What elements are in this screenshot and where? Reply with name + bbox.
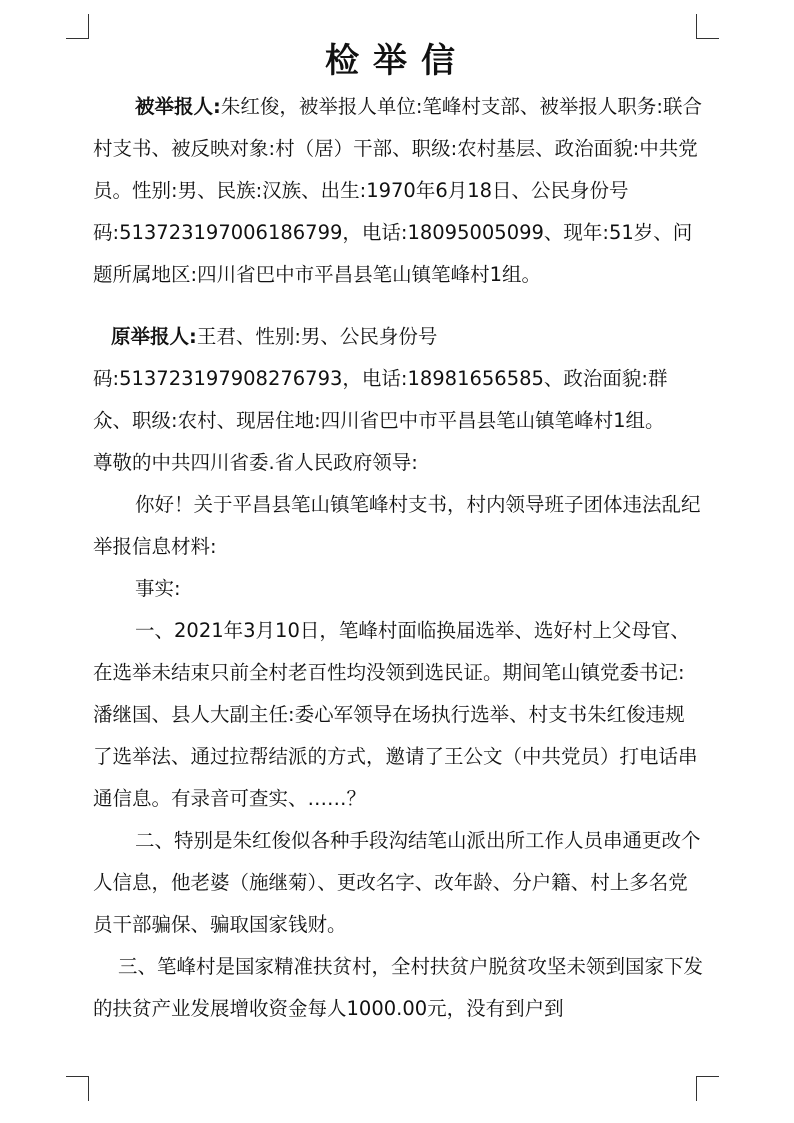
- facts-heading: 事实:: [135, 577, 181, 600]
- crop-mark-bottom-left: [66, 1076, 89, 1101]
- reporter-label: 原举报人:: [111, 325, 197, 348]
- fact-point-2: 二、特别是朱红俊似各种手段沟结笔山派出所工作人员串通更改个人信息，他老婆（施继菊）、更改名字、改年龄、分户籍、村上多名党员干部骗保、骗取国家钱财。: [93, 829, 701, 936]
- salutation: 尊敬的中共四川省委.省人民政府领导:: [93, 451, 418, 474]
- greeting-paragraph: 你好！关于平昌县笔山镇笔峰村支书，村内领导班子团体违法乱纪举报信息材料:: [93, 493, 701, 558]
- accused-text: 朱红俊，被举报人单位:笔峰村支部、被举报人职务:联合村支书、被反映对象:村（居）干部、职级:农村基层、政治面貌:中共党员。性别:男、民族:汉族、出生:1970年6月18日、公民身份号码:513723197006186799，电话:18095005099、现年:51岁、问题所属地区:四川省巴中市平昌县笔山镇笔峰村1组。: [93, 95, 702, 286]
- accused-paragraph: [93, 86, 703, 296]
- reporter-text: 王君、性别:男、公民身份号码:513723197908276793，电话:18981656585、政治面貌:群众、职级:农村、现居住地:四川省巴中市平昌县笔山镇笔峰村1组。: [93, 325, 668, 432]
- document-body: [93, 86, 703, 1030]
- fact-point-1: 一、2021年3月10日，笔峰村面临换届选举、选好村上父母官、在选举未结束只前全村老百性均没领到选民证。期间笔山镇党委书记:潘继国、县人大副主任:委心军领导在场执行选举、村支书朱红俊违规了选举法、通过拉帮结派的方式，邀请了王公文（中共党员）打电话串通信息。有录音可查实、……？: [93, 619, 698, 810]
- reporter-paragraph: [93, 316, 703, 442]
- document-title: 检举信: [325, 41, 469, 81]
- fact-point-3: 三、笔峰村是国家精准扶贫村，全村扶贫户脱贫攻坚未领到国家下发的扶贫产业发展增收资金每人1000.00元，没有到户到: [93, 955, 704, 1020]
- watermark: [666, 1063, 756, 1093]
- accused-label: 被举报人:: [135, 95, 221, 118]
